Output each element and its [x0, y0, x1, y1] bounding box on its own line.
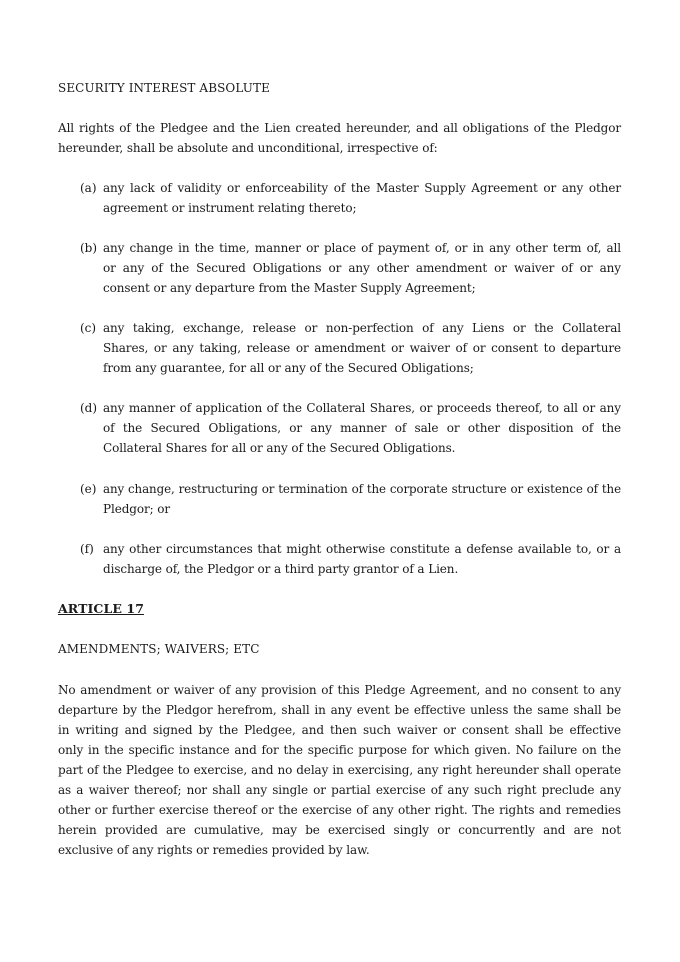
- item-line: or any of the Secured Obligations or any other amendment or waiver of or any: [103, 261, 621, 275]
- item-line: any change in the time, manner or place of payment of, or in any other term of, all: [103, 241, 621, 255]
- item-label: (e): [80, 482, 97, 496]
- item-line: any other circumstances that might otherwise constitute a defense available to, or a: [103, 542, 621, 556]
- item-line: discharge of, the Pledgor or a third party grantor of a Lien.: [103, 562, 459, 576]
- item-label: (d): [80, 401, 98, 415]
- paragraph-line: hereunder, shall be absolute and unconditional, irrespective of:: [58, 141, 438, 155]
- item-label: (b): [80, 241, 98, 255]
- article-title: AMENDMENTS; WAIVERS; ETC: [58, 642, 260, 656]
- paragraph-line: only in the specific instance and for the specific purpose for which given. No failure on the: [58, 743, 621, 757]
- item-line: Pledgor; or: [103, 502, 171, 516]
- article-heading: ARTICLE 17: [58, 601, 145, 616]
- item-line: any taking, exchange, release or non-perfection of any Liens or the Collateral: [103, 321, 621, 335]
- paragraph-line: part of the Pledgee to exercise, and no delay in exercising, any right hereunder shall operate: [58, 763, 621, 777]
- paragraph-line: in writing and signed by the Pledgee, and then such waiver or consent shall be effective: [58, 723, 621, 737]
- paragraph-line: other or further exercise thereof or the exercise of any other right. The rights and remedies: [58, 803, 621, 817]
- item-line: Shares, or any taking, release or amendment or waiver of or consent to departure: [103, 341, 621, 355]
- paragraph-line: as a waiver thereof; nor shall any single or partial exercise of any such right preclude any: [58, 783, 621, 797]
- paragraph-line: exclusive of any rights or remedies provided by law.: [58, 843, 370, 857]
- item-line: any change, restructuring or termination of the corporate structure or existence of the: [103, 482, 621, 496]
- item-label: (f): [80, 542, 94, 556]
- item-label: (c): [80, 321, 97, 335]
- item-line: of the Secured Obligations, or any manner of sale or other disposition of the: [103, 421, 621, 435]
- item-line: Collateral Shares for all or any of the Secured Obligations.: [103, 441, 456, 455]
- item-line: any lack of validity or enforceability of the Master Supply Agreement or any other: [103, 181, 621, 195]
- item-line: any manner of application of the Collateral Shares, or proceeds thereof, to all or any: [103, 401, 621, 415]
- paragraph-line: All rights of the Pledgee and the Lien created hereunder, and all obligations of the Pledgor: [58, 121, 621, 135]
- paragraph-line: departure by the Pledgor herefrom, shall in any event be effective unless the same shall be: [58, 703, 621, 717]
- item-label: (a): [80, 181, 97, 195]
- paragraph-line: herein provided are cumulative, may be exercised singly or concurrently and are not: [58, 823, 621, 837]
- item-line: agreement or instrument relating thereto;: [103, 201, 357, 215]
- section-title: SECURITY INTEREST ABSOLUTE: [58, 81, 270, 95]
- item-line: consent or any departure from the Master Supply Agreement;: [103, 281, 476, 295]
- item-line: from any guarantee, for all or any of the Secured Obligations;: [103, 361, 474, 375]
- paragraph-line: No amendment or waiver of any provision of this Pledge Agreement, and no consent to any: [58, 683, 621, 697]
